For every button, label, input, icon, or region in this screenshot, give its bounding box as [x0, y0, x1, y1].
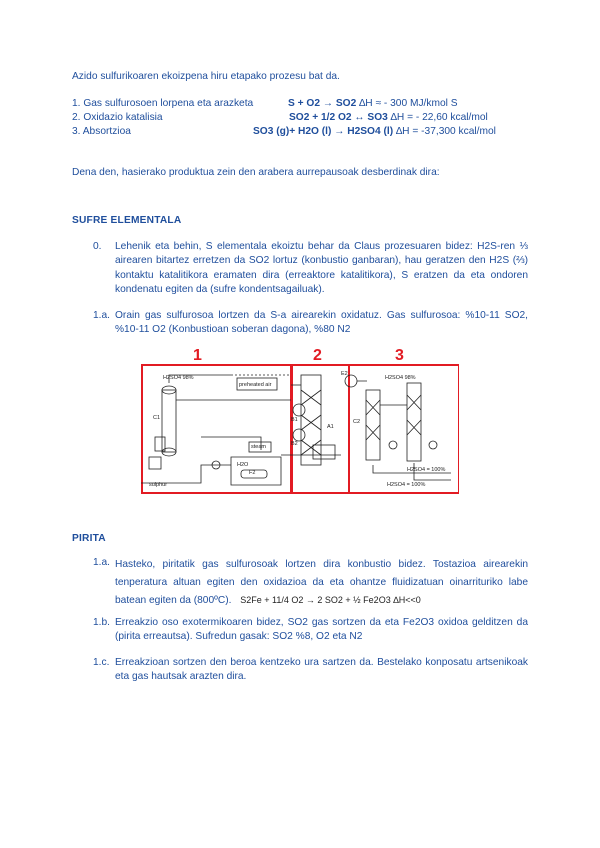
pirita-equation: S2Fe + 11/4 O2 → 2 SO2 + ½ Fe2O3 ∆H<<0: [240, 594, 421, 605]
intro-text: Azido sulfurikoaren ekoizpena hiru etapako prozesu bat da.: [72, 71, 340, 82]
step-1-eq-bold: S + O2 → SO2: [288, 98, 357, 109]
a1-exchanger: [313, 445, 335, 459]
step-1-equation: [288, 97, 458, 111]
lbl-h2o: H2O: [237, 462, 249, 468]
step-3-eq-rest: ∆H = -37,300 kcal/mol: [393, 126, 496, 137]
section-sufre-heading: SUFRE ELEMENTALA: [72, 215, 182, 226]
diagram-number-2: 2: [313, 347, 322, 364]
lbl-a1: A1: [327, 424, 334, 430]
lbl-b1: B1: [291, 417, 298, 423]
item-0-number: 0.: [93, 241, 102, 252]
lbl-sulphur: sulphur: [149, 482, 168, 488]
pirita-item-1c-number: 1.c.: [93, 657, 110, 668]
item-0-text: Lehenik eta behin, S elementala ekoiztu behar da Claus prozesuaren bidez: H2S-ren ⅓ airearen bitartez erretzen da SO2 lortuz (konbustio ganbaran), hau geratzen den H2S (⅔) kontaktu katalitikora eramaten dira (erreaktore katalitikora), S eratzen da eta ondoren kondenatu egiten da (sufre kondentsagailuak).: [115, 241, 528, 295]
process-diagram: [141, 345, 459, 495]
pirita-item-1a-body: Hasteko, piritatik gas sulfurosoak lortzen dira konbustio bidez. Tostazioa airearekin tenperatura altuan egiten den oxidazioa da eta ohantze fluidizatuan oinarrituriko labe batean egiten da (800ºC).: [115, 559, 528, 606]
step-2-equation: [289, 111, 488, 125]
diagram-number-1: 1: [193, 347, 202, 364]
b2-exchanger: [293, 429, 305, 441]
step-3-equation: [253, 125, 496, 139]
step-3-eq-bold: SO3 (g)+ H2O (l) → H2SO4 (l): [253, 126, 394, 137]
lbl-e2: E2: [341, 371, 348, 377]
converter: [301, 375, 321, 465]
note-text: Dena den, hasierako produktua zein den arabera aurrepausoak desberdinak dira:: [72, 167, 440, 178]
pirita-item-1c-text: Erreakzioan sortzen den beroa kentzeko ura sartzen da. Bestelako konposatu artsenikoak eta gas hautsak arazten dira.: [115, 657, 528, 683]
stage-3-box: [349, 365, 459, 493]
lbl-f2: F2: [249, 470, 256, 476]
lbl-c1: C1: [153, 415, 161, 421]
pirita-item-1a-number: 1.a.: [93, 557, 110, 568]
lbl-preheated-air: preheated air: [239, 382, 272, 388]
step-2-label: 2. Oxidazio katalisia: [72, 112, 163, 123]
lbl-h2so4-100: H2SO4 = 100%: [407, 467, 446, 473]
diagram-number-3: 3: [395, 347, 404, 364]
lbl-b2: B2: [291, 441, 298, 447]
lbl-h2so4-100b: H2SO4 = 100%: [387, 482, 426, 488]
lbl-h2so4-98: H2SO4 98%: [163, 375, 194, 381]
pirita-item-1a-text: [115, 556, 528, 610]
step-1-label: 1. Gas sulfurosoen lorpena eta arazketa: [72, 98, 254, 109]
item-1a-text: Orain gas sulfurosoa lortzen da S-a airearekin oxidatuz. Gas sulfurosoa: %10-11 SO2, %10-11 O2 (Konbustioan soberan dagona), %80 N2: [115, 310, 528, 336]
step-3-label: 3. Absortzioa: [72, 126, 131, 137]
step-1-eq-rest: ∆H ≈ - 300 MJ/kmol S: [356, 98, 458, 109]
lbl-steam: steam: [251, 444, 266, 450]
sulphur-line: [141, 465, 231, 483]
b1-exchanger: [293, 404, 305, 416]
pirita-item-1b-text: Erreakzio oso exotermikoaren bidez, SO2 gas sortzen da eta Fe2O3 oxidoa gelditzen da (pirita erreautsa). Sufredun gasak: SO2 %8, O2 eta N2: [115, 617, 528, 643]
step-2-eq-bold: SO2 + 1/2 O2 ↔ SO3: [289, 112, 388, 123]
section-pirita-heading: PIRITA: [72, 533, 106, 544]
lbl-h2so4-98b: H2SO4 98%: [385, 375, 416, 381]
step-2-eq-rest: ∆H = - 22,60 kcal/mol: [387, 112, 488, 123]
item-1a-number: 1.a.: [93, 310, 110, 321]
pirita-item-1b-number: 1.b.: [93, 617, 110, 628]
c1-column: [162, 390, 176, 452]
absorber-1: [366, 390, 380, 460]
diagram-drawing: [141, 345, 459, 495]
lbl-c2: C2: [353, 419, 361, 425]
